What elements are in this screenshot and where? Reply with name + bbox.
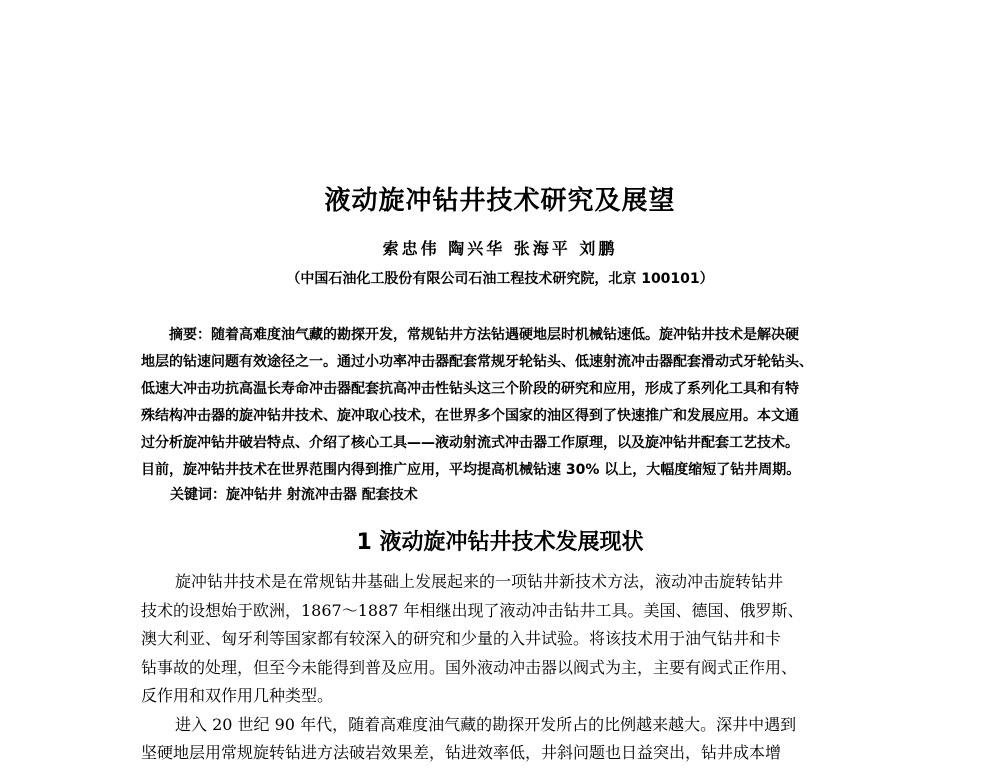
body-text	[141, 568, 863, 768]
body-line: 钻事故的处理，但至今未能得到普及应用。国外液动冲击器以阀式为主，主要有阀式正作用、	[141, 657, 798, 677]
paper-title: 液动旋冲钻井技术研究及展望	[324, 186, 676, 216]
abstract-line: 过分析旋冲钻井破岩特点、介绍了核心工具——液动射流式冲击器工作原理，以及旋冲钻井配套工艺技术。	[141, 435, 799, 451]
affiliation: （中国石油化工股份有限公司石油工程技术研究院，北京 100101）	[286, 271, 714, 287]
abstract	[141, 322, 863, 484]
abstract-line: 低速大冲击功抗高温长寿命冲击器配套抗高冲击性钻头这三个阶段的研究和应用，形成了系列化工具和有特	[141, 381, 799, 397]
abstract-line: 殊结构冲击器的旋冲钻井技术、旋冲取心技术，在世界多个国家的油区得到了快速推广和发展应用。本文通	[141, 408, 799, 424]
author-list: 索忠伟 陶兴华 张海平 刘鹏	[382, 239, 618, 258]
keywords: 关键词：旋冲钻井 射流冲击器 配套技术	[170, 487, 418, 503]
body-line: 旋冲钻井技术是在常规钻井基础上发展起来的一项钻井新技术方法，液动冲击旋转钻井	[175, 572, 784, 591]
abstract-line: 摘要：随着高难度油气藏的勘探开发，常规钻井方法钻遇硬地层时机械钻速低。旋冲钻井技术是解决硬	[169, 327, 799, 343]
body-line: 技术的设想始于欧洲，1867～1887 年相继出现了液动冲击钻井工具。美国、德国、俄罗斯、	[141, 600, 804, 620]
body-line: 澳大利亚、匈牙利等国家都有较深入的研究和少量的入井试验。将该技术用于油气钻井和卡	[141, 629, 782, 648]
body-line: 坚硬地层用常规旋转钻进方法破岩效果差，钻进效率低，井斜问题也日益突出，钻井成本增	[141, 743, 782, 762]
body-line: 反作用和双作用几种类型。	[141, 686, 334, 705]
body-line: 进入 20 世纪 90 年代，随着高难度油气藏的勘探开发所占的比例越来越大。深井中遇到	[175, 714, 797, 734]
abstract-line: 目前，旋冲钻井技术在世界范围内得到推广应用，平均提高机械钻速 30% 以上，大幅度缩短了钻井周期。	[141, 462, 801, 478]
abstract-line: 地层的钻速问题有效途径之一。通过小功率冲击器配套常规牙轮钻头、低速射流冲击器配套滑动式牙轮钻头、	[141, 354, 813, 370]
section-heading: 1 液动旋冲钻井技术发展现状	[356, 530, 644, 555]
